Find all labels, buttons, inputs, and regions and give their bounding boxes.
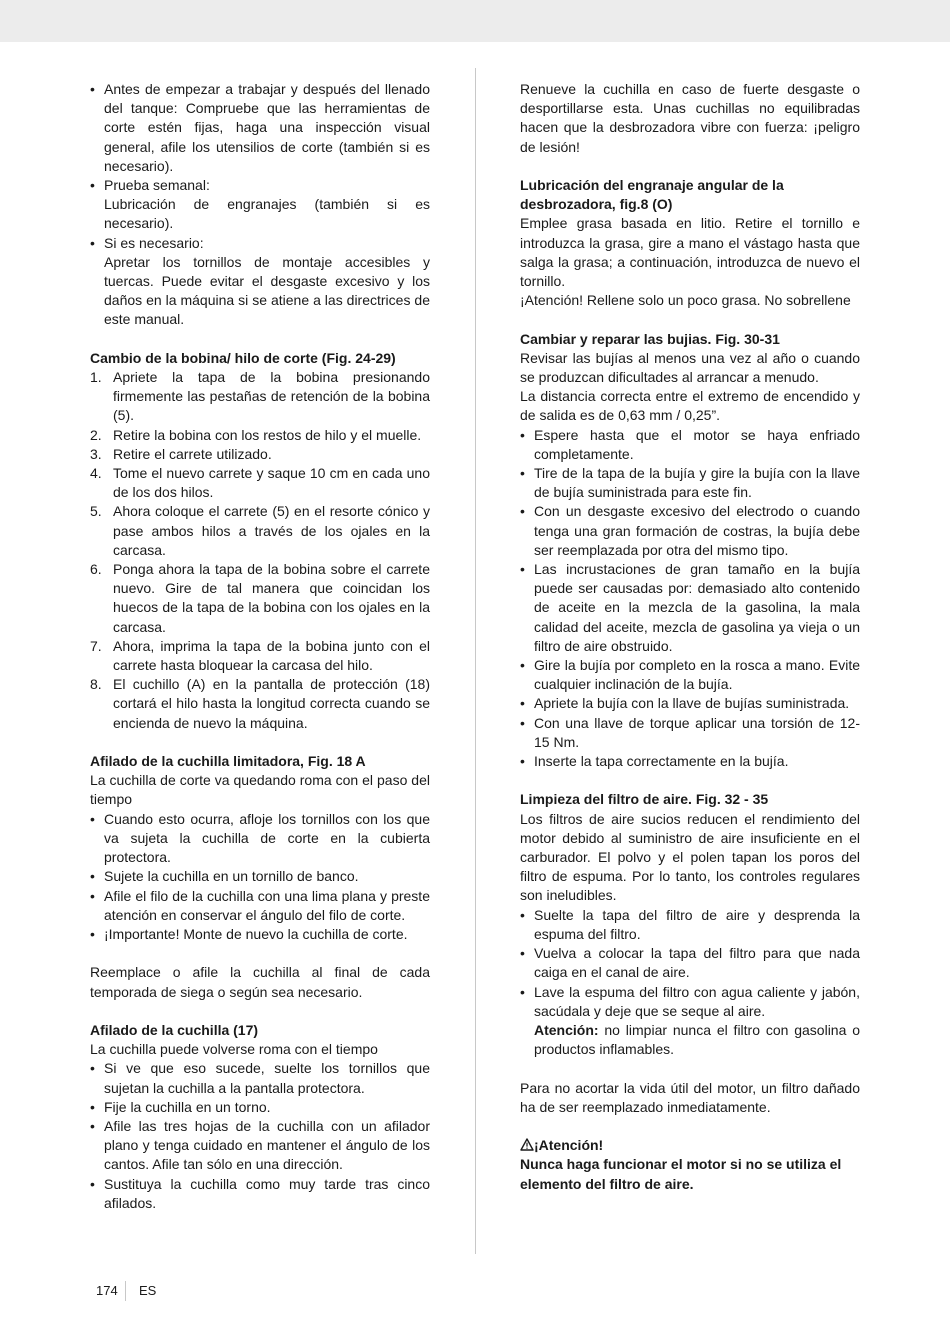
header-band	[0, 0, 950, 42]
list-item-title: • Si es necesario:	[104, 234, 204, 251]
left-column	[90, 80, 430, 1213]
list-item: • Gire la bujía por completo en la rosca a mano. Evite cualquier inclinación de la bujía.	[520, 656, 860, 694]
right-column	[520, 80, 860, 1194]
step-number: 3.	[90, 445, 102, 462]
gear-heading: Lubricación del engranaje angular de la desbrozadora, fig.8 (O)	[520, 177, 784, 213]
list-item	[90, 234, 430, 330]
list-item	[90, 464, 430, 502]
step-text: Tome el nuevo carrete y saque 10 cm en cada uno de los dos hilos.	[113, 465, 430, 501]
language-code: ES	[139, 1283, 157, 1298]
air-filter-intro: Los filtros de aire sucios reducen el rendimiento del motor debido al suministro de aire insuficiente en el carburador. El polvo y el polen tapan los poros del filtro de espuma. Por lo tanto, los controles regulares son ineludibles.	[520, 810, 860, 904]
list-item	[90, 560, 430, 637]
list-item: • Con una llave de torque aplicar una torsión de 12-15 Nm.	[520, 714, 860, 752]
footer-divider	[125, 1281, 126, 1301]
blade-bullets	[90, 1059, 430, 1213]
list-item: • Si ve que eso sucede, suelte los tornillos que sujetan la cuchilla a la pantalla protectora.	[90, 1059, 430, 1097]
step-number: 5.	[90, 503, 102, 520]
list-item-text: Lubricación de engranajes (también si es necesario).	[104, 196, 430, 232]
gear-warning: ¡Atención! Rellene solo un poco grasa. No sobrellene	[520, 292, 851, 309]
limiter-blade-note: Reemplace o afile la cuchilla al final de cada temporada de siega o según sea necesario.	[90, 964, 430, 1000]
warning-triangle-icon	[520, 1138, 534, 1151]
attention-note	[534, 1021, 860, 1059]
attention-text: no limpiar nunca el filtro con gasolina o productos inflamables.	[534, 1021, 860, 1058]
limiter-blade-bullets	[90, 810, 430, 944]
step-number: 7.	[90, 637, 102, 654]
attention-label: Atención:	[534, 1021, 599, 1038]
list-item: • Inserte la tapa correctamente en la bujía.	[520, 752, 860, 771]
list-item: • ¡Importante! Monte de nuevo la cuchilla de corte.	[90, 925, 430, 944]
intro-bullet-list	[90, 80, 430, 330]
step-number: 2.	[90, 426, 102, 443]
list-item: • Vuelva a colocar la tapa del filtro para que nada caiga en el canal de aire.	[520, 944, 860, 982]
step-text: El cuchillo (A) en la pantalla de protección (18) cortará el hilo hasta la longitud correcta cuando se encienda de nuevo la máquina.	[113, 676, 430, 731]
step-number: 8.	[90, 676, 102, 693]
list-item: • Con un desgaste excesivo del electrodo o cuando tenga una gran formación de costras, la bujía debe ser reemplazada por otra del mismo tipo.	[520, 502, 860, 560]
list-item: • Sustituya la cuchilla como muy tarde tras cinco afilados.	[90, 1175, 430, 1213]
blade-heading: Afilado de la cuchilla (17)	[90, 1021, 259, 1038]
air-filter-note: Para no acortar la vida útil del motor, un filtro dañado ha de ser reemplazado inmediatamente.	[520, 1079, 860, 1115]
column-divider	[475, 68, 476, 1254]
list-item	[90, 637, 430, 675]
list-item: • Las incrustaciones de gran tamaño en la bujía puede ser causadas por: demasiado alto contenido de aceite en la mezcla de la gasolina, la mala calidad del aceite, mezcla de gasolina ya vieja o un filtro de aire obstruido.	[520, 560, 860, 656]
step-text: Ahora coloque el carrete (5) en el resorte cónico y pase ambos hilos a través de los ojales en la carcasa.	[113, 503, 430, 558]
blade-intro: La cuchilla puede volverse roma con el tiempo	[90, 1041, 378, 1058]
bobbin-heading: Cambio de la bobina/ hilo de corte (Fig. 24-29)	[90, 349, 396, 366]
list-item-title: • Prueba semanal:	[104, 177, 210, 194]
list-item	[520, 983, 860, 1060]
list-item	[90, 426, 430, 445]
list-item: • Antes de empezar a trabajar y después del llenado del tanque: Compruebe que las herramientas de corte estén fijas, haga una inspección visual general, afile los utensilios de corte (también si es necesario).	[90, 80, 430, 176]
spark-plugs-bullets	[520, 426, 860, 772]
list-item: • Suelte la tapa del filtro de aire y desprenda la espuma del filtro.	[520, 906, 860, 944]
step-number: 6.	[90, 561, 102, 578]
spark-plugs-heading: Cambiar y reparar las bujias. Fig. 30-31	[520, 330, 780, 347]
warning-title	[520, 1136, 860, 1155]
step-text: Retire el carrete utilizado.	[113, 445, 272, 462]
list-item-text: • Lave la espuma del filtro con agua caliente y jabón, sacúdala y deje que se seque al aire.	[534, 983, 860, 1019]
step-text: Ponga ahora la tapa de la bobina sobre el carrete nuevo. Gire de tal manera que coincidan los huecos de la tapa de la bobina con los ojales en la carcasa.	[113, 561, 430, 635]
gear-text: Emplee grasa basada en litio. Retire el tornillo e introduzca la grasa, gire a mano el vástago hasta que salga la grasa; a continuación, introduzca de nuevo el tornillo.	[520, 215, 860, 290]
list-item: • Sujete la cuchilla en un tornillo de banco.	[90, 867, 430, 886]
list-item: • Afile las tres hojas de la cuchilla con un afilador plano y tenga cuidado en mantener el ángulo de los cantos. Afile tan sólo en una dirección.	[90, 1117, 430, 1175]
step-number: 1.	[90, 369, 102, 386]
step-text: Apriete la tapa de la bobina presionando firmemente las pestañas de retención de la bobina (5).	[113, 369, 430, 424]
list-item	[90, 445, 430, 464]
list-item: • Apriete la bujía con la llave de bujías suministrada.	[520, 694, 860, 713]
list-item	[90, 176, 430, 234]
air-filter-bullets	[520, 906, 860, 1060]
step-number: 4.	[90, 465, 102, 482]
list-item: • Cuando esto ocurra, afloje los tornillos con los que va sujeta la cuchilla de corte en la cubierta protectora.	[90, 810, 430, 868]
list-item-text: Apretar los tornillos de montaje accesibles y tuercas. Puede evitar el desgaste excesivo y los daños en la máquina si se atiene a las directrices de este manual.	[104, 253, 430, 328]
blade-renew-text: Renueve la cuchilla en caso de fuerte desgaste o desportillarse esta. Unas cuchillas no equilibradas hacen que la desbrozadora vibre con fuerza: ¡peligro de lesión!	[520, 81, 860, 155]
list-item: • Tire de la tapa de la bujía y gire la bujía con la llave de bujía suministrada para este fin.	[520, 464, 860, 502]
spark-plugs-intro: Revisar las bujías al menos una vez al año o cuando se produzcan dificultades al arrancar a menudo.	[520, 349, 860, 386]
limiter-blade-intro: La cuchilla de corte va quedando roma con el paso del tiempo	[90, 772, 430, 808]
warning-text: Nunca haga funcionar el motor si no se utiliza el elemento del filtro de aire.	[520, 1156, 842, 1192]
list-item: • Afile el filo de la cuchilla con una lima plana y preste atención en conservar el ángulo del filo de corte.	[90, 887, 430, 925]
limiter-blade-heading: Afilado de la cuchilla limitadora, Fig. 18 A	[90, 753, 366, 770]
air-filter-heading: Limpieza del filtro de aire. Fig. 32 - 35	[520, 791, 769, 808]
bobbin-steps	[90, 368, 430, 733]
page-number: 174	[96, 1283, 118, 1298]
list-item: • Fije la cuchilla en un torno.	[90, 1098, 430, 1117]
spark-plugs-distance: La distancia correcta entre el extremo de encendido y de salida es de 0,63 mm / 0,25”.	[520, 388, 860, 424]
list-item: • Espere hasta que el motor se haya enfriado completamente.	[520, 426, 860, 464]
step-text: Ahora, imprima la tapa de la bobina junto con el carrete hasta bloquear la carcasa del hilo.	[113, 637, 430, 674]
step-text: Retire la bobina con los restos de hilo y el muelle.	[113, 426, 422, 443]
list-item	[90, 675, 430, 733]
warning-title-text: ¡Atención!	[534, 1137, 604, 1154]
list-item	[90, 502, 430, 560]
list-item	[90, 368, 430, 426]
